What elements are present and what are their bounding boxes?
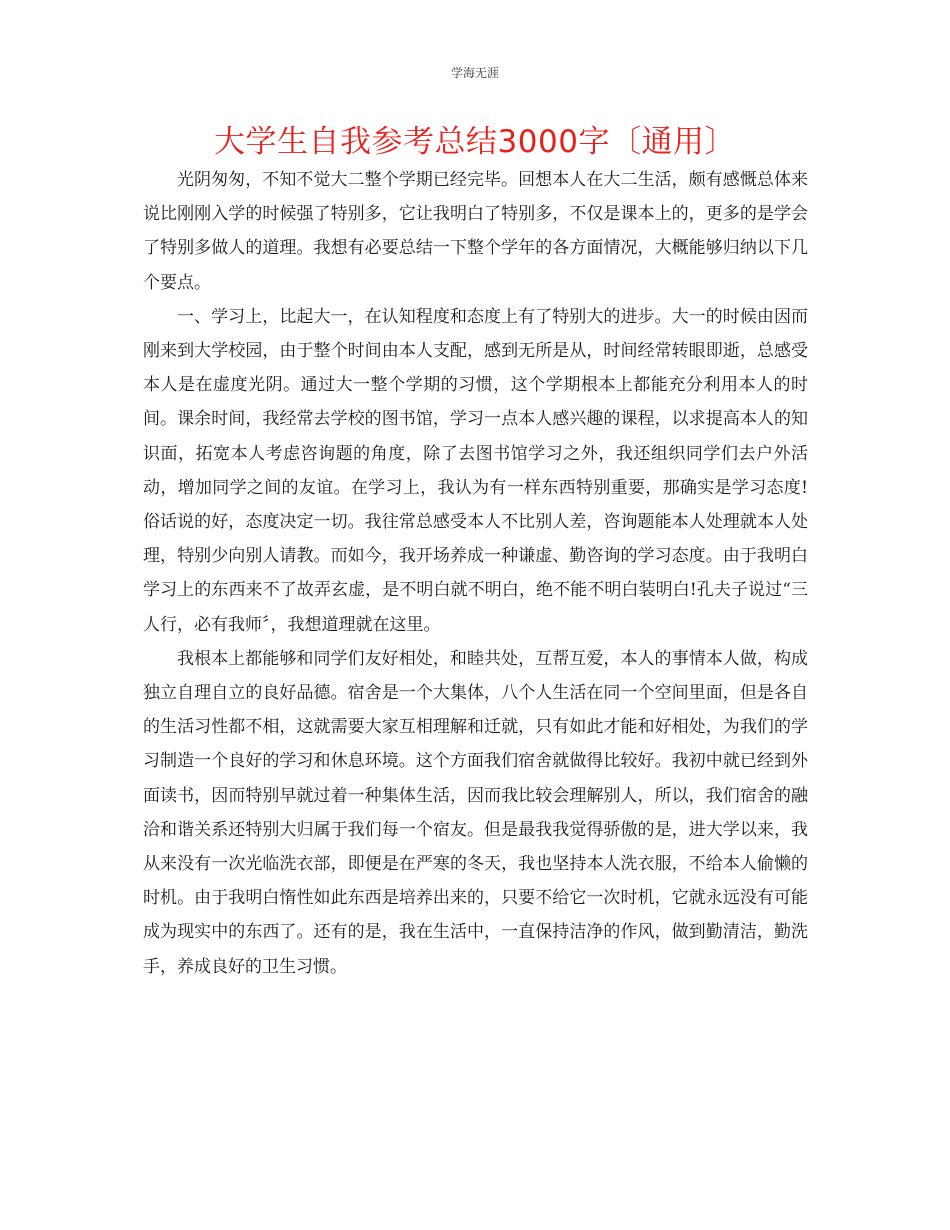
- page-header: 学海无涯: [450, 66, 499, 80]
- paragraph-intro: 光阴匆匆，不知不觉大二整个学期已经完毕。回想本人在大二生活，颇有感慨总体来说比刚刚入学的时候强了特别多，它让我明白了特别多，不仅是课本上的，更多的是学会了特别多做人的道理。我想有必要总结一下整个学年的各方面情况，大概能够归纳以下几个要点。: [143, 170, 808, 293]
- document-title: 大学生自我参考总结3000字〔通用〕: [214, 124, 736, 160]
- document-body: [143, 163, 808, 984]
- paragraph-life: 我根本上都能够和同学们友好相处，和睦共处，互帮互爱，本人的事情本人做，构成独立自理自立的良好品德。宿舍是一个大集体，八个人生活在同一个空间里面，但是各自的生活习性都不相，这就需要大家互相理解和迁就，只有如此才能和好相处，为我们的学习制造一个良好的学习和休息环境。这个方面我们宿舍就做得比较好。我初中就已经到外面读书，因而特别早就过着一种集体生活，因而我比较会理解别人，所以，我们宿舍的融洽和谐关系还特别大归属于我们每一个宿友。但是最我我觉得骄傲的是，进大学以来，我从来没有一次光临洗衣部，即便是在严寒的冬天，我也坚持本人洗衣服，不给本人偷懒的时机。由于我明白惰性如此东西是培养出来的，只要不给它一次时机，它就永远没有可能成为现实中的东西了。还有的是，我在生活中，一直保持洁净的作风，做到勤清洁，勤洗手，养成良好的卫生习惯。: [143, 648, 808, 977]
- paragraph-study: 一、学习上，比起大一，在认知程度和态度上有了特别大的进步。大一的时候由因而刚来到大学校园，由于整个时间由本人支配，感到无所是从，时间经常转眼即逝，总感受本人是在虚度光阴。通过大一整个学期的习惯，这个学期根本上都能充分利用本人的时间。课余时间，我经常去学校的图书馆，学习一点本人感兴趣的课程，以求提高本人的知识面，拓宽本人考虑咨询题的角度，除了去图书馆学习之外，我还组织同学们去户外活动，增加同学之间的友谊。在学习上，我认为有一样东西特别重要，那确实是学习态度!俗话说的好，态度决定一切。我往常总感受本人不比别人差，咨询题能本人处理就本人处理，特别少向别人请教。而如今，我开场养成一种谦虚、勤咨询的学习态度。由于我明白学习上的东西来不了故弄玄虚，是不明白就不明白，绝不能不明白装明白!孔夫子说过“三人行，必有我师〞，我想道理就在这里。: [143, 306, 808, 635]
